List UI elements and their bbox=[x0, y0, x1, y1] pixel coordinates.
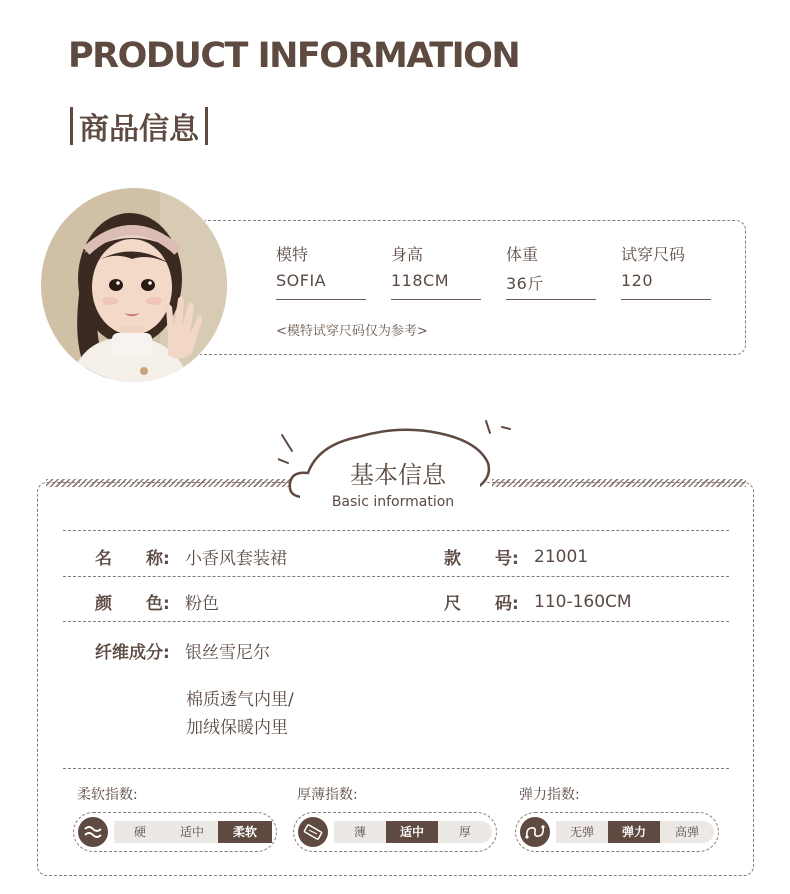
hatch-border-right bbox=[492, 479, 746, 487]
elasticity-track bbox=[556, 821, 714, 843]
spec-style-value: 21001 bbox=[534, 546, 589, 567]
elasticity-option: 高弹 bbox=[674, 825, 699, 839]
softness-icon bbox=[78, 817, 108, 847]
title-chinese bbox=[70, 104, 208, 148]
spec-fiber-label: 纤维成分: bbox=[95, 643, 170, 663]
spec-lining-line: 棉质透气内里/ bbox=[186, 690, 294, 710]
model-stat-label: 身高 bbox=[391, 245, 424, 264]
title-bar-right bbox=[205, 107, 208, 145]
spec-color-value: 粉色 bbox=[185, 594, 219, 614]
thickness-option: 薄 bbox=[353, 825, 366, 839]
model-stats bbox=[276, 242, 736, 300]
spec-size-value: 110-160CM bbox=[534, 591, 632, 612]
spec-fiber-value: 银丝雪尼尔 bbox=[185, 643, 270, 663]
spec-size-label: 尺 码: bbox=[444, 594, 519, 614]
spec-style-label: 款 号: bbox=[444, 549, 519, 569]
model-stat-name bbox=[276, 242, 391, 300]
elasticity-meter bbox=[515, 812, 719, 852]
spec-name-value: 小香风套装裙 bbox=[185, 549, 287, 569]
softness-option: 硬 bbox=[133, 825, 146, 839]
model-stat-value: 36斤 bbox=[506, 266, 596, 300]
basic-info-subtitle: Basic information bbox=[331, 494, 455, 510]
model-stat-weight bbox=[506, 242, 621, 300]
spec-color-label: 颜 色: bbox=[95, 594, 170, 614]
model-stat-label: 试穿尺码 bbox=[621, 245, 686, 264]
thickness-label: 厚薄指数: bbox=[297, 787, 358, 803]
thickness-option: 厚 bbox=[458, 825, 471, 839]
model-size-note: <模特试穿尺码仅为参考> bbox=[276, 324, 428, 339]
spec-name-label: 名 称: bbox=[95, 549, 170, 569]
divider bbox=[63, 576, 729, 577]
elasticity-option: 无弹 bbox=[569, 825, 594, 839]
softness-meter bbox=[73, 812, 277, 852]
model-stat-label: 体重 bbox=[506, 245, 539, 264]
spec-lining bbox=[186, 686, 294, 742]
hatch-border-left bbox=[46, 479, 302, 487]
spec-name-row bbox=[95, 544, 287, 569]
thickness-icon bbox=[298, 817, 328, 847]
divider bbox=[63, 530, 729, 531]
divider bbox=[63, 768, 729, 769]
elasticity-option-selected: 弹力 bbox=[608, 821, 660, 843]
thickness-track bbox=[334, 821, 492, 843]
model-stat-size bbox=[621, 242, 736, 300]
model-stat-height bbox=[391, 242, 506, 300]
spec-fiber-row bbox=[95, 638, 270, 663]
title-english: PRODUCT INFORMATION bbox=[68, 36, 520, 76]
title-bar-left bbox=[70, 107, 73, 145]
softness-label: 柔软指数: bbox=[77, 787, 138, 803]
spec-color-row bbox=[95, 589, 219, 614]
elasticity-icon bbox=[520, 817, 550, 847]
model-stat-value: 118CM bbox=[391, 266, 481, 300]
title-chinese-text: 商品信息 bbox=[79, 112, 199, 147]
softness-option-selected: 柔软 bbox=[218, 821, 272, 843]
divider bbox=[63, 621, 729, 622]
model-photo bbox=[40, 187, 228, 383]
spec-style-row bbox=[444, 544, 588, 569]
thickness-meter bbox=[293, 812, 497, 852]
spec-size-row bbox=[444, 589, 632, 614]
model-stat-label: 模特 bbox=[276, 245, 309, 264]
spec-lining-line: 加绒保暖内里 bbox=[186, 718, 288, 738]
thickness-option-selected: 适中 bbox=[386, 821, 438, 843]
basic-info-title: 基本信息 bbox=[350, 461, 446, 489]
softness-track bbox=[114, 821, 272, 843]
elasticity-label: 弹力指数: bbox=[519, 787, 580, 803]
softness-option: 适中 bbox=[179, 825, 204, 839]
model-stat-value: 120 bbox=[621, 266, 711, 300]
model-stat-value: SOFIA bbox=[276, 266, 366, 300]
